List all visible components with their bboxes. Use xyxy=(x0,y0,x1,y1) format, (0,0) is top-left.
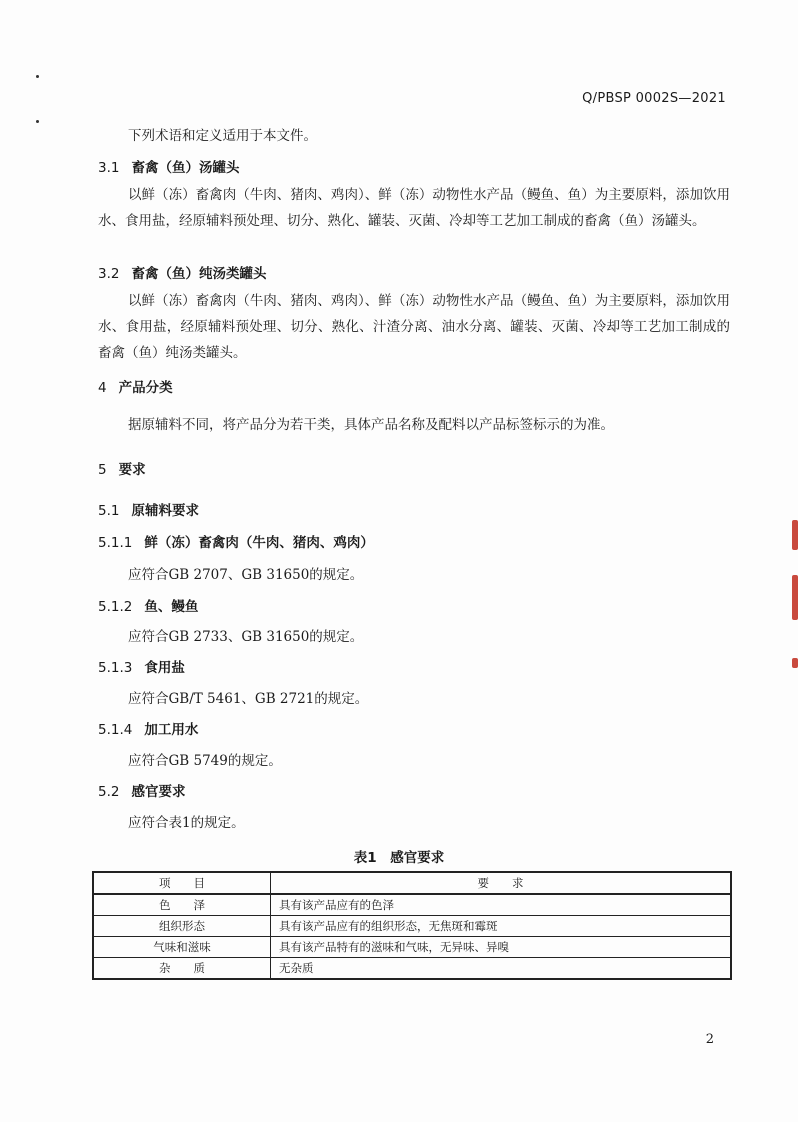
section-5-1-1-text: 应符合GB 2707、GB 31650的规定。 xyxy=(128,567,364,583)
section-5-1-4-text: 应符合GB 5749的规定。 xyxy=(128,753,282,769)
section-3-1-text: 以鲜（冻）畜禽肉（牛肉、猪肉、鸡肉）、鲜（冻）动物性水产品（鳗鱼、鱼）为主要原料，添加饮用水、食用盐，经原辅料预处理、切分、熟化、罐装、灭菌、冷却等工艺加工制成的畜禽（鱼）汤罐头。 xyxy=(98,187,730,229)
section-number: 5.2 xyxy=(98,784,120,800)
section-3-1-heading xyxy=(98,156,239,176)
table-header-cell: 项 目 xyxy=(93,872,271,894)
section-number: 4 xyxy=(98,380,107,396)
scan-speck xyxy=(36,75,39,78)
table-row xyxy=(93,958,731,980)
section-number: 5.1.1 xyxy=(98,535,133,551)
edge-stamp-mark xyxy=(792,575,798,620)
section-5-heading xyxy=(98,458,146,478)
section-number: 5.1.3 xyxy=(98,660,133,676)
section-number: 5.1 xyxy=(98,503,120,519)
section-title: 食用盐 xyxy=(144,660,185,676)
section-title: 要求 xyxy=(118,462,146,478)
section-5-1-2-heading xyxy=(98,595,198,615)
table-cell-requirement: 具有该产品特有的滋味和气味，无异味、异嗅 xyxy=(271,937,732,958)
section-5-1-1-heading xyxy=(98,531,374,551)
section-number: 5 xyxy=(98,462,107,478)
section-3-2-heading xyxy=(98,262,266,282)
section-title: 鱼、鳗鱼 xyxy=(144,599,199,615)
table-title: 表1 感官要求 xyxy=(353,850,445,866)
section-5-1-heading xyxy=(98,499,199,519)
table-cell-requirement: 具有该产品应有的色泽 xyxy=(271,894,732,916)
section-title: 畜禽（鱼）纯汤类罐头 xyxy=(131,266,267,282)
table-cell-item: 色 泽 xyxy=(93,894,271,916)
table-cell-item: 气味和滋味 xyxy=(93,937,271,958)
section-5-2-text: 应符合表1的规定。 xyxy=(128,815,245,831)
section-number: 3.1 xyxy=(98,160,120,176)
section-5-1-3-heading xyxy=(98,656,185,676)
edge-stamp-mark xyxy=(792,520,798,550)
table-cell-item: 杂 质 xyxy=(93,958,271,980)
document-code: Q/PBSP 0002S—2021 xyxy=(582,91,726,106)
table-row xyxy=(93,894,731,916)
section-number: 5.1.2 xyxy=(98,599,133,615)
page-number: 2 xyxy=(705,1032,714,1047)
section-title: 加工用水 xyxy=(144,722,199,738)
section-4-text: 据原辅料不同，将产品分为若干类，具体产品名称及配料以产品标签标示的为准。 xyxy=(128,417,614,433)
section-3-2-text: 以鲜（冻）畜禽肉（牛肉、猪肉、鸡肉）、鲜（冻）动物性水产品（鳗鱼、鱼）为主要原料，添加饮用水、食用盐，经原辅料预处理、切分、熟化、汁渣分离、油水分离、罐装、灭菌、冷却等工艺加工制成的畜禽（鱼）纯汤类罐头。 xyxy=(98,293,730,361)
section-title: 鲜（冻）畜禽肉（牛肉、猪肉、鸡肉） xyxy=(144,535,374,551)
table-row xyxy=(93,937,731,958)
table-cell-item: 组织形态 xyxy=(93,916,271,937)
section-5-1-2-text: 应符合GB 2733、GB 31650的规定。 xyxy=(128,629,364,645)
sensory-requirements-table xyxy=(92,871,732,980)
section-5-1-3-text: 应符合GB/T 5461、GB 2721的规定。 xyxy=(128,691,369,707)
table-cell-requirement: 具有该产品应有的组织形态，无焦斑和霉斑 xyxy=(271,916,732,937)
table-header-cell: 要 求 xyxy=(271,872,732,894)
table-header-row xyxy=(93,872,731,894)
table-cell-requirement: 无杂质 xyxy=(271,958,732,980)
table-row xyxy=(93,916,731,937)
section-title: 产品分类 xyxy=(118,380,173,396)
section-number: 3.2 xyxy=(98,266,120,282)
section-4-heading xyxy=(98,376,173,396)
section-title: 畜禽（鱼）汤罐头 xyxy=(131,160,240,176)
scan-speck xyxy=(36,120,39,123)
edge-stamp-mark xyxy=(792,658,798,668)
intro-text: 下列术语和定义适用于本文件。 xyxy=(128,128,317,144)
section-5-1-4-heading xyxy=(98,718,198,738)
section-5-2-heading xyxy=(98,780,185,800)
section-number: 5.1.4 xyxy=(98,722,133,738)
section-title: 感官要求 xyxy=(131,784,186,800)
section-title: 原辅料要求 xyxy=(131,503,199,519)
